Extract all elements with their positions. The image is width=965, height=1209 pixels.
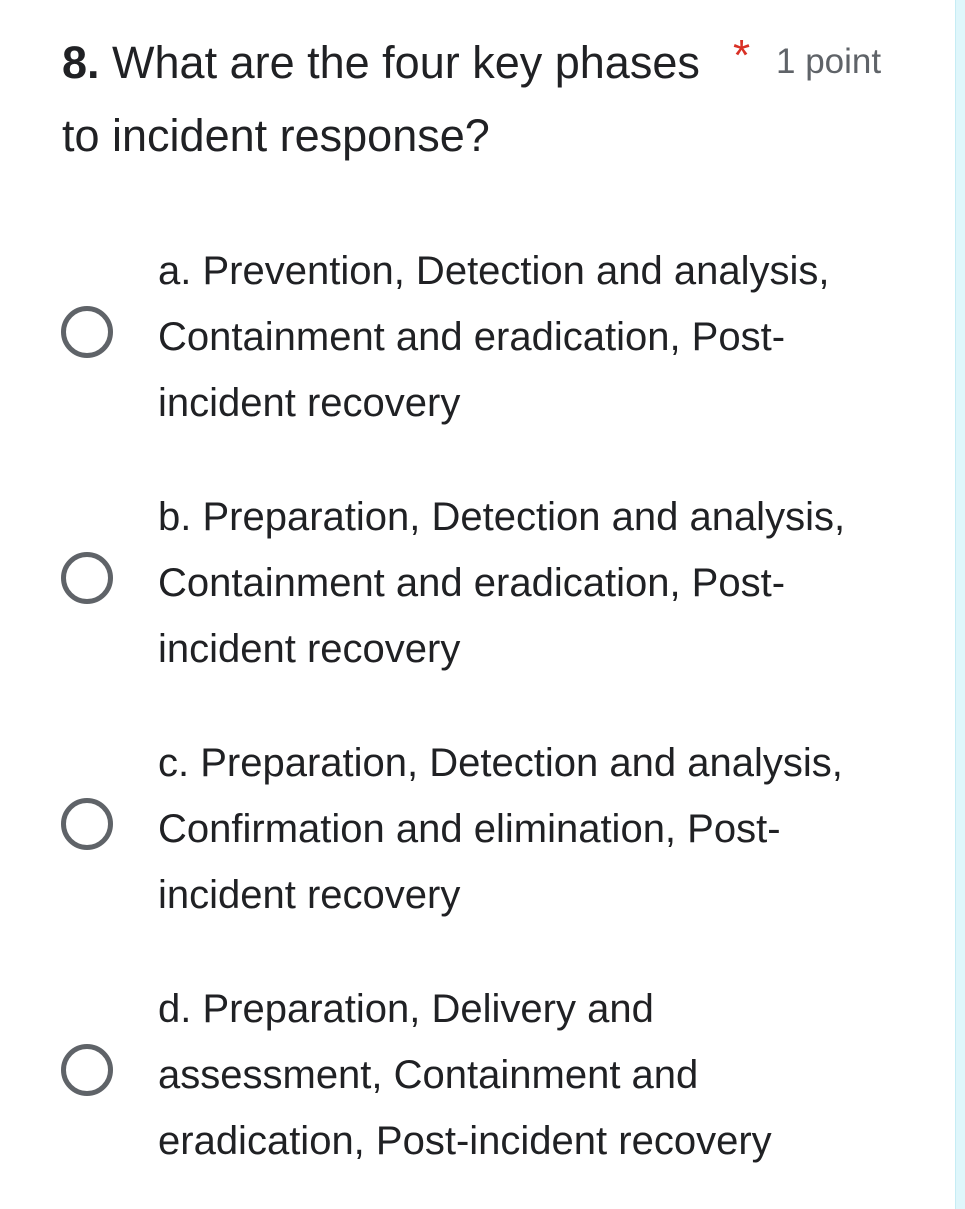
option-c-label: c. Preparation, Detection and analysis, Confirmation and elimination, Post-incident recovery (158, 741, 843, 917)
option-a-label: a. Prevention, Detection and analysis, Containment and eradication, Post-incident recovery (158, 249, 830, 425)
option-d[interactable] (58, 976, 878, 1176)
option-c[interactable] (58, 730, 878, 930)
radio-button-d[interactable] (61, 1044, 113, 1096)
question-text: What are the four key phases to incident response? (62, 37, 700, 161)
question-title (62, 26, 702, 172)
option-b-label: b. Preparation, Detection and analysis, Containment and eradication, Post-incident recovery (158, 495, 846, 671)
option-a[interactable] (58, 238, 878, 438)
radio-button-b[interactable] (61, 552, 113, 604)
points-label: 1 point (776, 42, 882, 81)
radio-button-c[interactable] (61, 798, 113, 850)
option-d-label: d. Preparation, Delivery and assessment, Containment and eradication, Post-incident recovery (158, 987, 772, 1163)
option-b[interactable] (58, 484, 878, 684)
scrollbar-edge (955, 0, 965, 1209)
question-number: 8. (62, 37, 100, 88)
radio-button-a[interactable] (61, 306, 113, 358)
required-asterisk: * (733, 31, 751, 80)
